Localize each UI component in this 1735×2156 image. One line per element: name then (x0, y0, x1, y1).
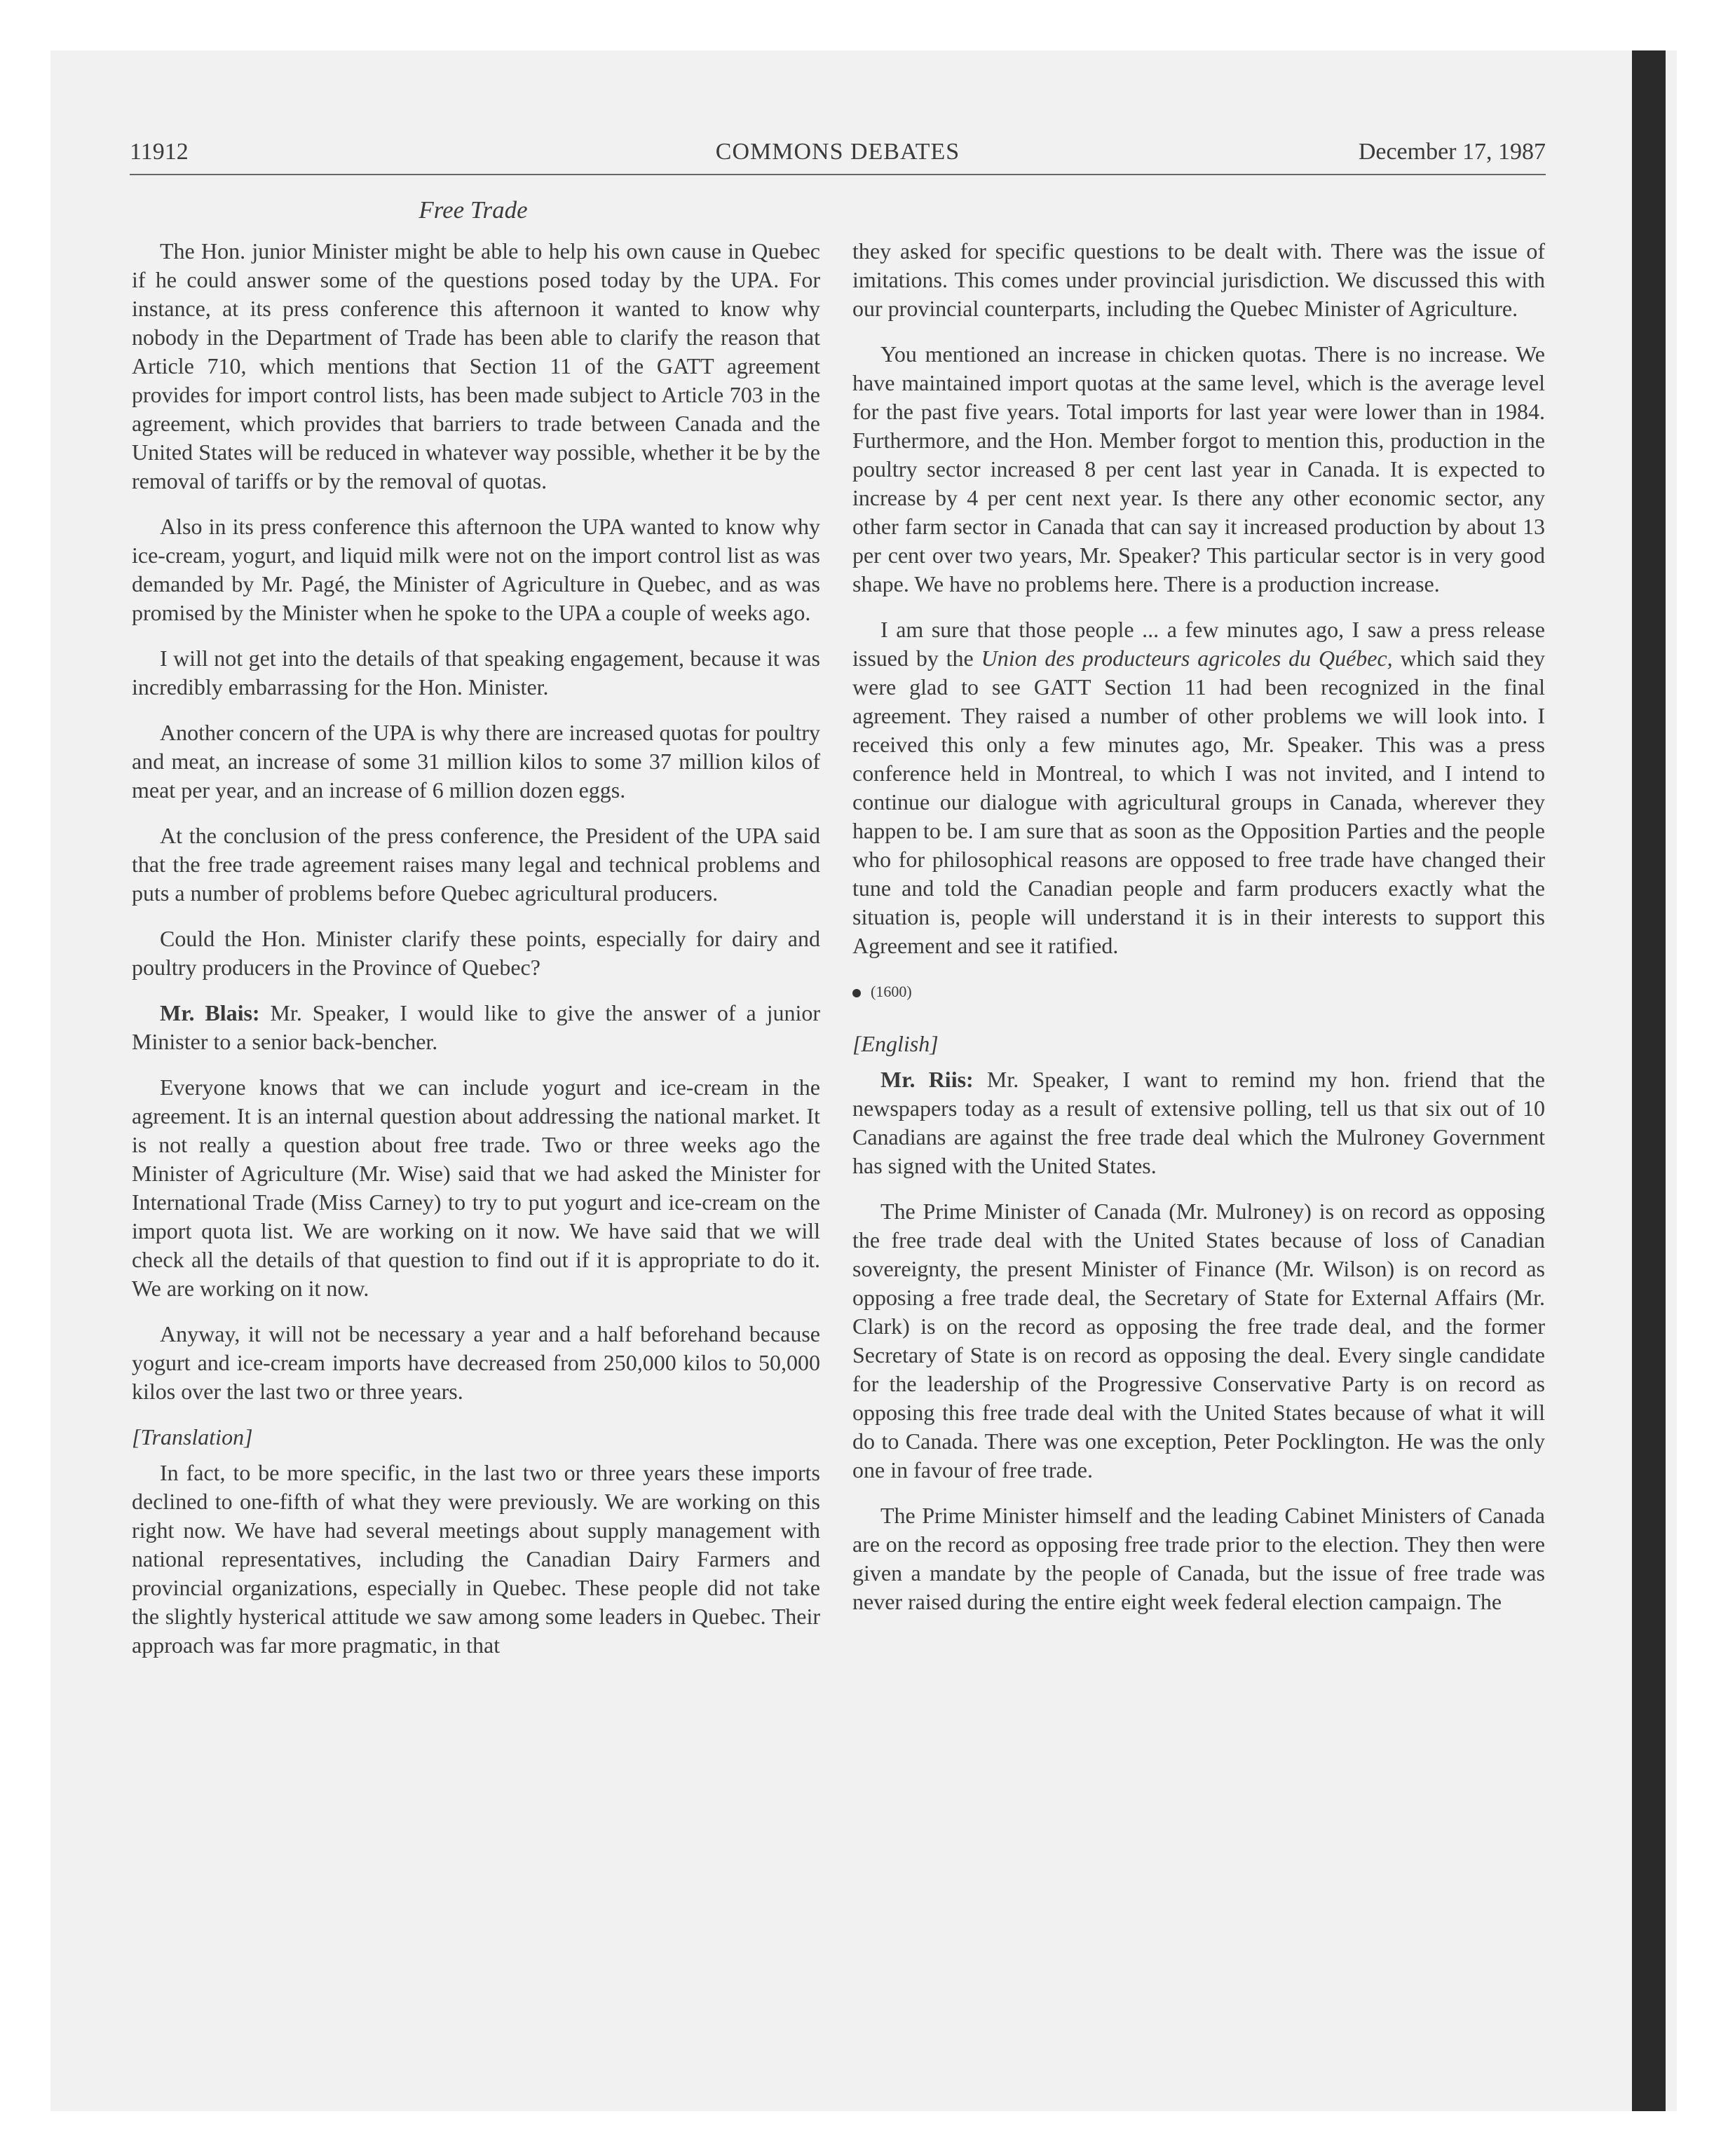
page-edge-shadow (1632, 50, 1666, 2111)
paragraph: In fact, to be more specific, in the last two or three years these imports declined to one-fifth of what they were previously. We are working on this right now. We have had several meetings about supply management with national representatives, including the Canadian Dairy Farmers and provincial organizations, especially in Quebec. These people did not take the slightly hysterical attitude we saw among some leaders in Quebec. Their approach was far more pragmatic, in that (132, 1460, 820, 1658)
paragraph: Another concern of the UPA is why there are increased quotas for poultry and meat, an increase of some 31 million kilos to some 37 million kilos of meat per year, and an increase of 6 million dozen eggs. (132, 720, 820, 803)
bullet-icon (852, 989, 861, 997)
publication-date: December 17, 1987 (1358, 139, 1546, 165)
speaker-name: Mr. Blais: (160, 1000, 260, 1025)
time-marker-text: (1600) (871, 983, 912, 1000)
speaker-text: Mr. Speaker, I would like to give the answer of a junior Minister to a senior back-bencher. (132, 1000, 821, 1054)
text-span: I am sure that those people ... a few minutes ago, I saw a press release issued by the (852, 617, 1545, 671)
speaker-paragraph (852, 1065, 1545, 1180)
paragraph: The Prime Minister himself and the leading Cabinet Ministers of Canada are on the record as opposing free trade prior to the election. They then were given a mandate by the people of Canada, but the issue of free trade was never raised during the entire eight week federal election campaign. The (852, 1503, 1545, 1614)
italic-organization-name: Union des producteurs agricoles du Québec, (981, 646, 1393, 671)
page-number: 11912 (130, 139, 189, 165)
paragraph: Anyway, it will not be necessary a year and a half beforehand because yogurt and ice-cream imports have decreased from 250,000 kilos to 50,000 kilos over the last two or three years. (132, 1321, 820, 1404)
speaker-paragraph (132, 999, 820, 1056)
speaker-name: Mr. Riis: (880, 1067, 974, 1092)
translation-tag: [Translation] (132, 1424, 253, 1449)
publication-title: COMMONS DEBATES (715, 139, 960, 165)
paragraph: You mentioned an increase in chicken quotas. There is no increase. We have maintained import quotas at the same level, which is the average level for the past five years. Total imports for last year were lower than in 1984. Furthermore, and the Hon. Member forgot to mention this, production in the poultry sector increased 8 per cent last year in Canada. It is expected to increase by 4 per cent next year. Is there any other economic sector, any other farm sector in Canada that can say it increased production by about 13 per cent over two years, Mr. Speaker? This particular sector is in very good shape. We have no problems here. There is a production increase. (852, 341, 1545, 596)
section-title: Free Trade (419, 196, 528, 224)
paragraph (852, 615, 1545, 960)
left-column (132, 237, 820, 1677)
time-marker (852, 977, 1545, 1006)
paragraph: The Prime Minister of Canada (Mr. Mulroney) is on record as opposing the free trade deal with the United States because of loss of Canadian sovereignty, the present Minister of Finance (Mr. Wilson) is on record as opposing a free trade deal, the Secretary of State for External Affairs (Mr. Clark) is on the record as opposing the free trade deal, and the former Secretary of State is on record as opposing the deal. Every single candidate for the leadership of the Progressive Conservative Party is on record as opposing this free trade deal with the United States because of what it will do to Canada. There was one exception, Peter Pocklington. He was the only one in favour of free trade. (852, 1199, 1545, 1482)
paragraph: they asked for specific questions to be dealt with. There was the issue of imitations. This comes under provincial jurisdiction. We discussed this with our provincial counterparts, including the Quebec Minister of Agriculture. (852, 238, 1545, 321)
right-column (852, 237, 1545, 1633)
english-tag: [English] (852, 1031, 939, 1056)
paragraph: I will not get into the details of that speaking engagement, because it was incredibly embarrassing for the Hon. Minister. (132, 646, 820, 700)
paragraph: Could the Hon. Minister clarify these points, especially for dairy and poultry producers in the Province of Quebec? (132, 926, 820, 980)
text-span: which said they were glad to see GATT Section 11 had been recognized in the final agreement. They raised a number of other problems we will look into. I received this only a few minutes ago, Mr. Speaker. This was a press conference held in Montreal, to which I was not invited, and I intend to continue our dialogue with agricultural groups in Canada, wherever they happen to be. I am sure that as soon as the Opposition Parties and the people who for philosophical reasons are opposed to free trade have changed their tune and told the Canadian people and farm producers exactly what the situation is, people will understand it is in their interests to support this Agreement and see it ratified. (852, 646, 1546, 958)
header-rule (130, 174, 1546, 175)
speaker-text: Mr. Speaker, I want to remind my hon. friend that the newspapers today as a result of extensive polling, tell us that six out of 10 Canadians are against the free trade deal which the Mulroney Government has signed with the United States. (852, 1067, 1546, 1178)
paragraph: The Hon. junior Minister might be able to help his own cause in Quebec if he could answer some of the questions posed today by the UPA. For instance, at its press conference this afternoon it wanted to know why nobody in the Department of Trade has been able to clarify the reason that Article 710, which mentions that Section 11 of the GATT agreement provides for import control lists, has been made subject to Article 703 in the agreement, which provides that barriers to trade between Canada and the United States will be reduced in whatever way possible, whether it be by the removal of tariffs or by the removal of quotas. (132, 238, 820, 493)
paragraph: At the conclusion of the press conference, the President of the UPA said that the free trade agreement raises many legal and technical problems and puts a number of problems before Quebec agricultural producers. (132, 823, 820, 906)
paragraph: Everyone knows that we can include yogurt and ice-cream in the agreement. It is an internal question about addressing the national market. It is not really a question about free trade. Two or three weeks ago the Minister of Agriculture (Mr. Wise) said that we had asked the Minister for International Trade (Miss Carney) to try to put yogurt and ice-cream on the import quota list. We are working on it now. We have said that we will check all the details of that question to find out if it is appropriate to do it. We are working on it now. (132, 1074, 820, 1301)
page-header (130, 139, 1546, 175)
paragraph: Also in its press conference this afternoon the UPA wanted to know why ice-cream, yogurt, and liquid milk were not on the import control list as was demanded by Mr. Pagé, the Minister of Agriculture in Quebec, and as was promised by the Minister when he spoke to the UPA a couple of weeks ago. (132, 514, 820, 625)
